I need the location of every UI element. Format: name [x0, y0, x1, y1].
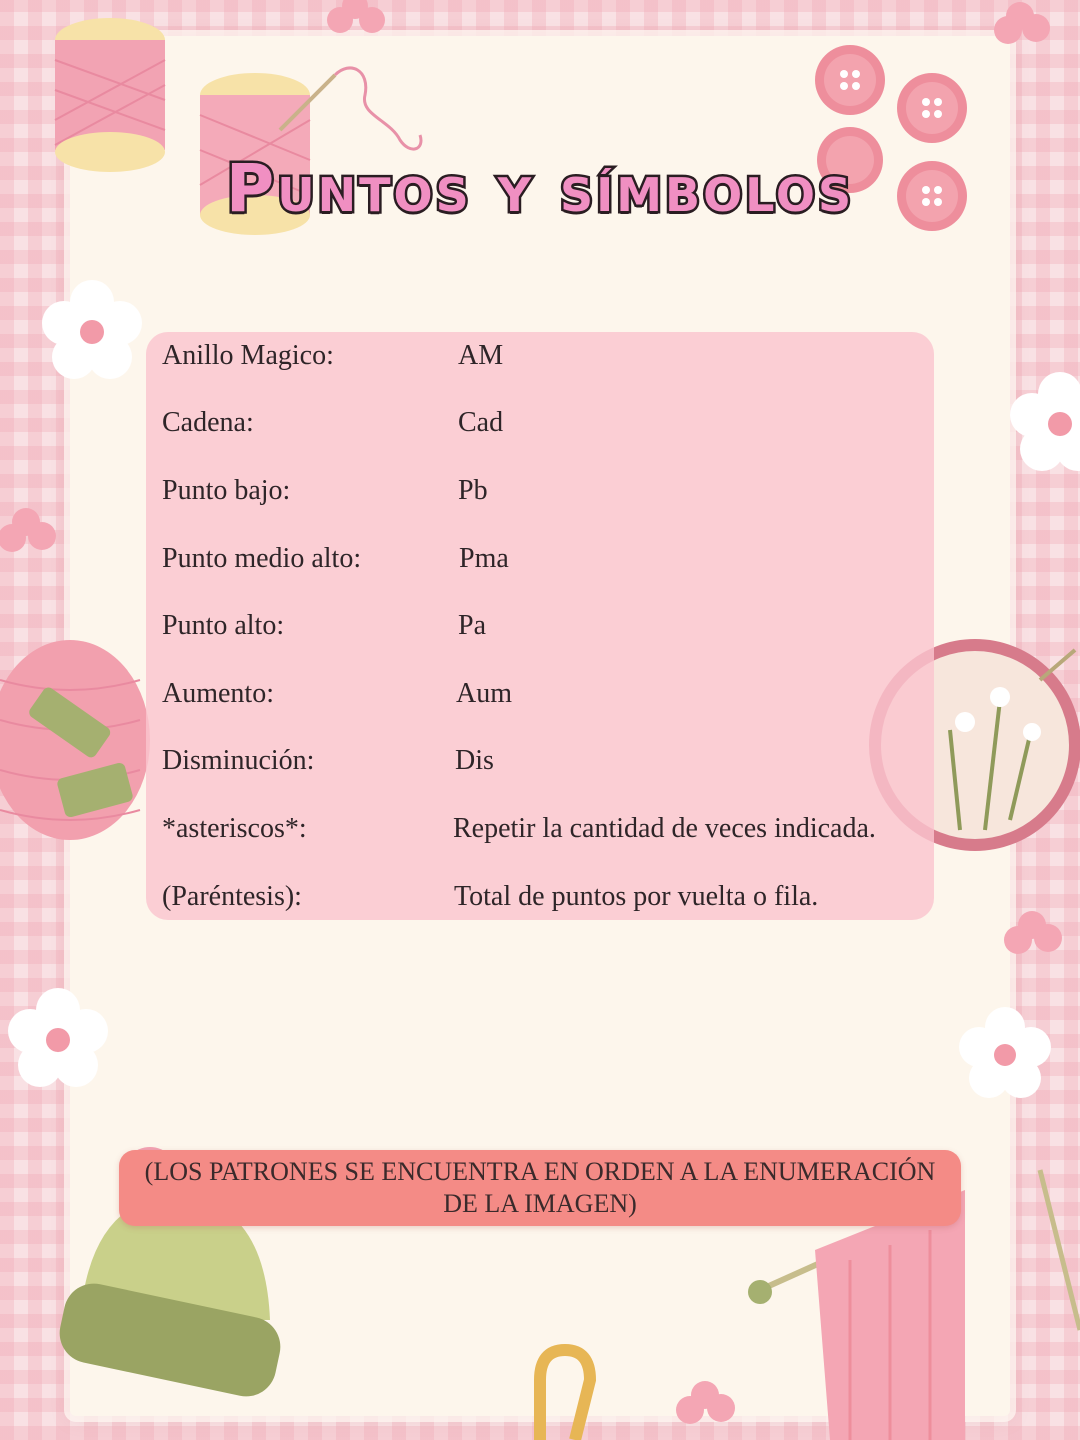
stitch-abbr: Pa [458, 610, 486, 641]
stitch-abbr: Total de puntos por vuelta o fila. [454, 881, 819, 912]
stitch-name: Disminución: [162, 745, 315, 776]
table-row [146, 881, 934, 941]
stitch-name: Anillo Magico: [162, 340, 334, 371]
yarn-spool-icon [55, 18, 165, 172]
stitch-name: Aumento: [162, 678, 274, 709]
stitch-name: Punto medio alto: [162, 543, 362, 574]
stitch-abbr: AM [458, 340, 504, 371]
stitch-abbr: Repetir la cantidad de veces indicada. [453, 813, 876, 844]
stitch-abbr: Pb [458, 475, 488, 506]
table-row [146, 543, 934, 603]
stitch-name: Punto alto: [162, 610, 285, 641]
stitch-abbr: Cad [458, 407, 504, 438]
patterns-order-note [119, 1150, 961, 1226]
table-row [146, 678, 934, 738]
button-icon [897, 73, 967, 143]
stitch-name: (Paréntesis): [162, 881, 302, 912]
stitch-abbr: Dis [455, 745, 494, 776]
note-line-1: (LOS PATRONES SE ENCUENTRA EN ORDEN A LA ENUMERACIÓN [144, 1157, 936, 1186]
safety-pin-icon [540, 1350, 590, 1440]
table-row [146, 475, 934, 535]
stitch-symbols-table [146, 332, 934, 920]
table-row [146, 745, 934, 805]
page-title: Puntos y símbolos [225, 150, 855, 227]
note-line-2: DE LA IMAGEN) [443, 1189, 637, 1218]
stitch-name: Punto bajo: [162, 475, 291, 506]
flower-icon [1010, 372, 1080, 471]
table-row [146, 340, 934, 400]
stitch-name: Cadena: [162, 407, 254, 438]
table-row [146, 610, 934, 670]
stitch-abbr: Pma [459, 543, 509, 574]
table-row [146, 407, 934, 467]
flower-icon [42, 280, 142, 379]
table-row [146, 813, 934, 873]
stitch-name: *asteriscos*: [162, 813, 307, 844]
stitch-abbr: Aum [456, 678, 512, 709]
button-icon [815, 45, 885, 115]
flower-icon [959, 1007, 1051, 1098]
flower-icon [8, 988, 108, 1087]
yarn-skein-icon [0, 640, 150, 840]
